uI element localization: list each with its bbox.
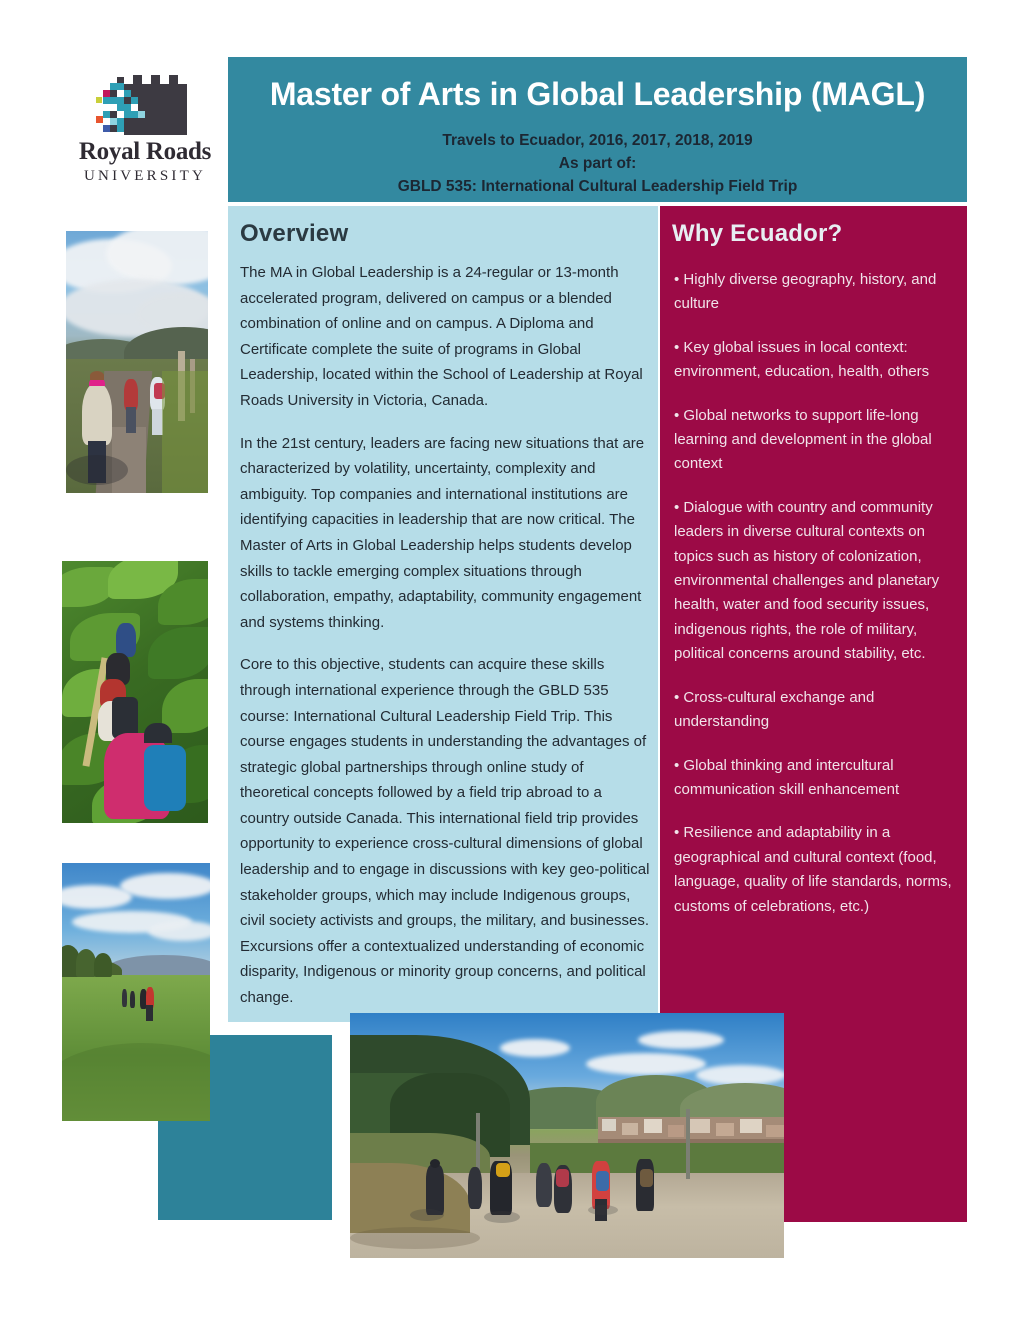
why-ecuador-heading: Why Ecuador? — [672, 220, 843, 247]
bullet-item: • Highly diverse geography, history, and culture — [674, 271, 937, 313]
photo-hikers-jungle — [62, 561, 208, 823]
overview-panel — [228, 206, 658, 1022]
photo-green-pasture — [62, 863, 210, 1121]
photo-hikers-mountain-trail — [66, 231, 208, 493]
header-subtitle-line-3: GBLD 535: International Cultural Leadership Field Trip — [397, 178, 798, 195]
bullet-item: • Resilience and adaptability in a geographical and cultural context (food, language, quality of life standards, norms, customs of celebrations, etc.) — [674, 824, 952, 915]
photo-image — [350, 1013, 784, 1258]
photo-image — [66, 231, 208, 493]
overview-paragraph: The MA in Global Leadership is a 24-regular or 13-month accelerated program, delivered on campus or a blended combination of online and on campus. A Diploma and Certificate complete the suite of programs in Global Leadership, located within the School of Leadership at Royal Roads University in Victoria, Canada. — [240, 264, 643, 409]
logo-wordmark: Royal Roads — [78, 138, 212, 165]
page-title: Master of Arts in Global Leadership (MAGL) — [269, 76, 926, 112]
header-subtitle-line-1: Travels to Ecuador, 2016, 2017, 2018, 2019 — [442, 132, 753, 149]
header-banner — [228, 57, 967, 202]
photo-image — [62, 561, 208, 823]
overview-heading: Overview — [240, 220, 349, 247]
bullet-item: • Global networks to support life-long learning and development in the global context — [674, 406, 932, 473]
logo-wordmark-sub: UNIVERSITY — [84, 168, 206, 184]
why-ecuador-bullet-list — [674, 268, 958, 938]
royal-roads-logo — [72, 72, 218, 200]
header-subtitle — [228, 129, 967, 198]
bullet-item: • Cross-cultural exchange and understanding — [674, 688, 875, 731]
royal-roads-castle-logo-icon — [88, 72, 200, 135]
photo-group-road-town — [350, 1013, 784, 1258]
overview-body — [240, 260, 652, 1028]
overview-paragraph: Core to this objective, students can acquire these skills through international experience through the GBLD 535 course: International Cultural Leadership Field Trip. This course engages students in understanding the advantages of strategic global partnerships through online study of theoretical concepts followed by a field trip abroad to a country outside Canada. This international field trip provides opportunity to experience cross-cultural dimensions of global leadership and to engage in discussions with key geo-political stakeholder groups, which may include Indigenous groups, civil society activists and groups, the military, and businesses. Excursions offer a contextualized understanding of economic disparity, Indigenous or minority group concerns, and political change. — [240, 656, 650, 1007]
bullet-item: • Key global issues in local context: environment, education, health, others — [674, 338, 930, 381]
bullet-item: • Global thinking and intercultural communication skill enhancement — [674, 756, 900, 798]
header-subtitle-line-2: As part of: — [558, 155, 637, 172]
bullet-item: • Dialogue with country and community leaders in diverse cultural contexts on topics such as history of colonization, environmental challenges and planetary health, water and food security issues, indigenous rights, the role of military, political concerns around stability, etc. — [674, 498, 940, 663]
photo-image — [62, 863, 210, 1121]
overview-paragraph: In the 21st century, leaders are facing new situations that are characterized by volatility, uncertainty, complexity and ambiguity. Top companies and international institutions are identifying capacities in leadership that are now critical. The Master of Arts in Global Leadership helps students develop skills to tackle emerging complex situations through collaboration, empathy, adaptability, community engagement and systems thinking. — [240, 434, 645, 631]
